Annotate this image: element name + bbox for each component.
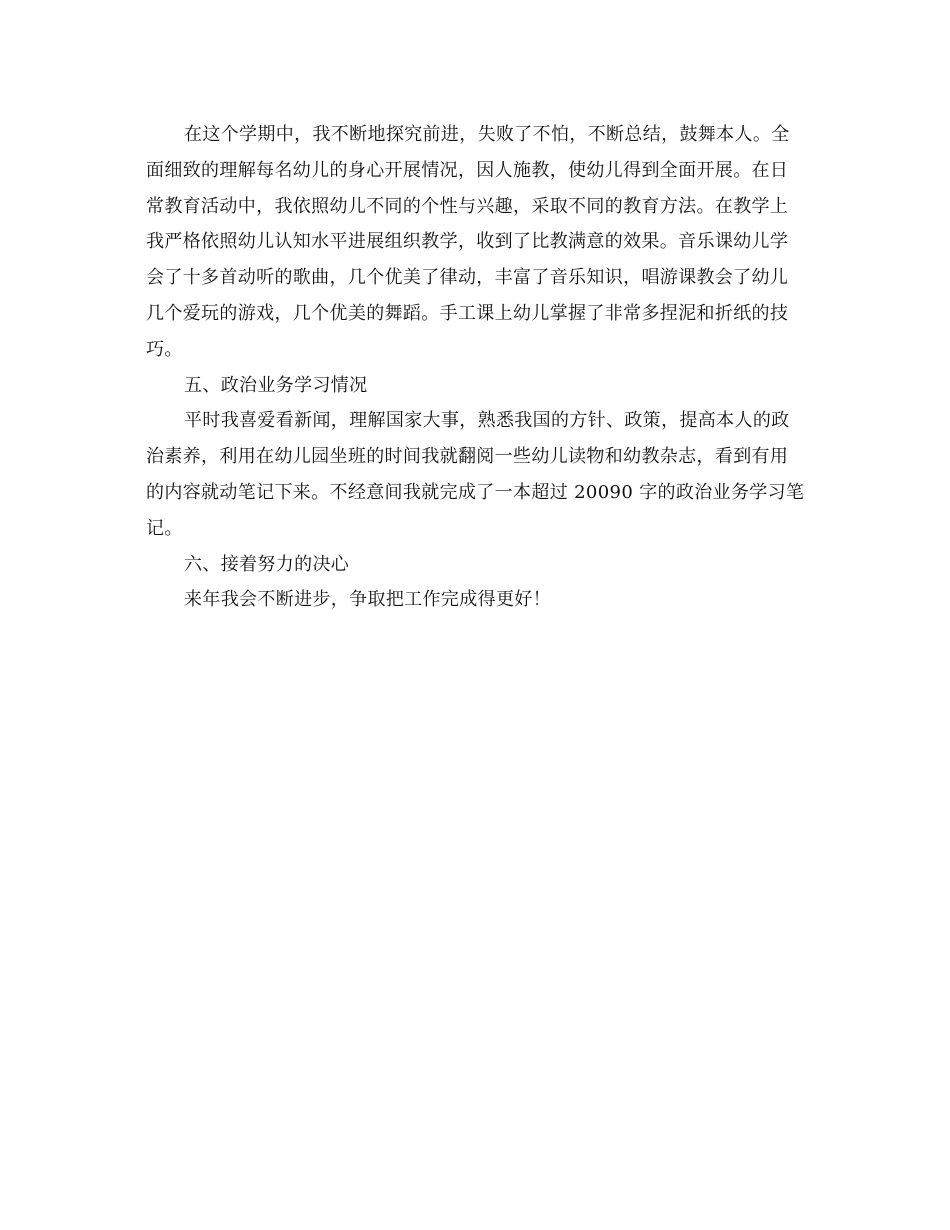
text-line: 来年我会不断进步，争取把工作完成得更好！ <box>184 589 551 611</box>
section-heading-politics <box>146 368 806 404</box>
text-line: 治素养，利用在幼儿园坐班的时间我就翻阅一些幼儿读物和幼教杂志，看到有用 <box>146 446 789 468</box>
text-line: 巧。 <box>146 338 183 360</box>
text-line: 在这个学期中，我不断地探究前进，失败了不怕，不断总结，鼓舞本人。全 <box>184 124 790 145</box>
text-line: 我严格依照幼儿认知水平进展组织教学，收到了比教满意的效果。音乐课幼儿学 <box>146 231 789 253</box>
text-line: 记。 <box>146 517 183 539</box>
paragraph-teaching <box>146 117 806 368</box>
paragraph-politics <box>146 403 806 546</box>
section-heading-determination <box>146 547 806 583</box>
paragraph-determination <box>146 582 806 618</box>
text-line: 常教育活动中，我依照幼儿不同的个性与兴趣，采取不同的教育方法。在教学上 <box>146 195 789 217</box>
text-line: 会了十多首动听的歌曲，几个优美了律动，丰富了音乐知识，唱游课教会了幼儿 <box>146 267 789 289</box>
section-heading: 六、接着努力的决心 <box>184 553 350 575</box>
text-line: 平时我喜爱看新闻，理解国家大事，熟悉我国的方针、政策，提高本人的政 <box>184 410 790 432</box>
section-heading: 五、政治业务学习情况 <box>184 374 368 396</box>
document-page <box>146 117 806 618</box>
text-line: 面细致的理解每名幼儿的身心开展情况，因人施教，使幼儿得到全面开展。在日 <box>146 159 789 181</box>
text-line: 几个爱玩的游戏，几个优美的舞蹈。手工课上幼儿掌握了非常多捏泥和折纸的技 <box>146 302 789 324</box>
text-line: 的内容就动笔记下来。不经意间我就完成了一本超过 20090 字的政治业务学习笔 <box>146 481 805 503</box>
